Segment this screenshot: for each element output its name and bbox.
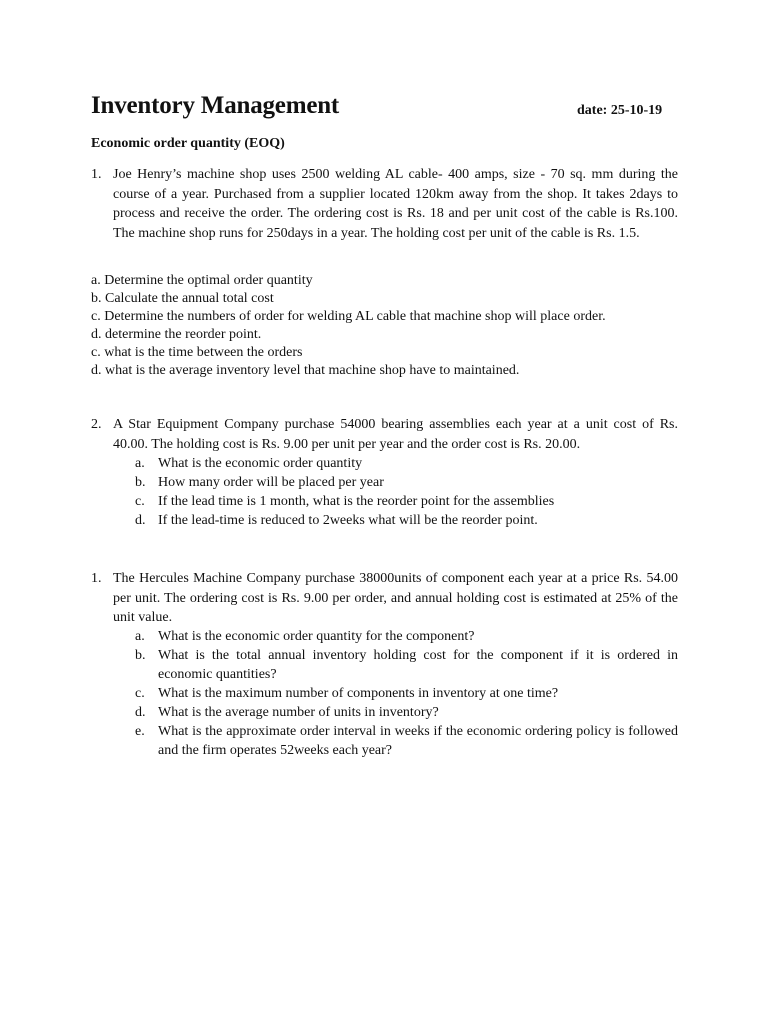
list-item-text: If the lead time is 1 month, what is the reorder point for the assemblies (158, 494, 555, 509)
question-3-parts (135, 627, 678, 760)
question-text: A Star Equipment Company purchase 54000 bearing assemblies each year at a unit cost of Rs. 40.00. The holding cost is Rs. 9.00 per unit per year and the order cost is Rs. 20.00. (113, 417, 678, 452)
list-item (135, 703, 678, 722)
question-text: Joe Henry’s machine shop uses 2500 welding AL cable- 400 amps, size - 70 sq. mm during the course of a year. Purchased from a supplier located 120km away from the shop. It takes 2days to process and receive the order. The ordering cost is Rs. 18 and per unit cost of the cable is Rs.100. The machine shop runs for 250days in a year. The holding cost per unit of the cable is Rs. 1.5. (113, 167, 678, 241)
list-item (135, 646, 678, 684)
page-title: Inventory Management (91, 92, 340, 119)
list-item (135, 473, 678, 492)
question-1-parts (91, 272, 681, 380)
list-item-letter: a. (135, 629, 145, 644)
question-2 (91, 415, 678, 454)
list-item (135, 492, 678, 511)
list-item (135, 511, 678, 530)
list-item-letter: d. (135, 513, 146, 528)
question-text: The Hercules Machine Company purchase 38000units of component each year at a price Rs. 54.00 per unit. The ordering cost is Rs. 9.00 per order, and annual holding cost is estimated at 25% of the unit value. (113, 571, 678, 625)
list-item-letter: c. (135, 686, 145, 701)
section-subtitle: Economic order quantity (EOQ) (91, 136, 285, 151)
list-item: c. what is the time between the orders (91, 345, 303, 360)
list-item-text: What is the approximate order interval in weeks if the economic ordering policy is followed and the firm operates 52weeks each year? (158, 724, 678, 758)
list-item (135, 454, 678, 473)
list-item-letter: b. (135, 475, 146, 490)
question-1 (91, 165, 678, 243)
question-2-parts (135, 454, 678, 530)
list-item-letter: e. (135, 724, 145, 739)
list-item (135, 722, 678, 760)
list-item (135, 627, 678, 646)
list-item-text: What is the total annual inventory holding cost for the component if it is ordered in economic quantities? (158, 648, 678, 682)
list-item-text: If the lead-time is reduced to 2weeks what will be the reorder point. (158, 513, 538, 528)
list-item-text: What is the average number of units in inventory? (158, 705, 439, 720)
list-item: d. determine the reorder point. (91, 327, 262, 342)
list-item: c. Determine the numbers of order for welding AL cable that machine shop will place order. (91, 309, 606, 324)
question-number: 1. (91, 571, 102, 586)
list-item-letter: b. (135, 648, 146, 663)
list-item: b. Calculate the annual total cost (91, 291, 274, 306)
list-item-text: What is the economic order quantity (158, 456, 363, 471)
list-item-letter: d. (135, 705, 146, 720)
question-3 (91, 569, 678, 628)
question-number: 1. (91, 167, 102, 182)
list-item-letter: a. (135, 456, 145, 471)
list-item: d. what is the average inventory level that machine shop have to maintained. (91, 363, 520, 378)
list-item-text: What is the maximum number of components in inventory at one time? (158, 686, 559, 701)
date-label: date: 25-10-19 (577, 103, 663, 118)
list-item-text: What is the economic order quantity for the component? (158, 629, 475, 644)
list-item (135, 684, 678, 703)
list-item-text: How many order will be placed per year (158, 475, 384, 490)
question-number: 2. (91, 417, 102, 432)
list-item-letter: c. (135, 494, 145, 509)
list-item: a. Determine the optimal order quantity (91, 273, 313, 288)
